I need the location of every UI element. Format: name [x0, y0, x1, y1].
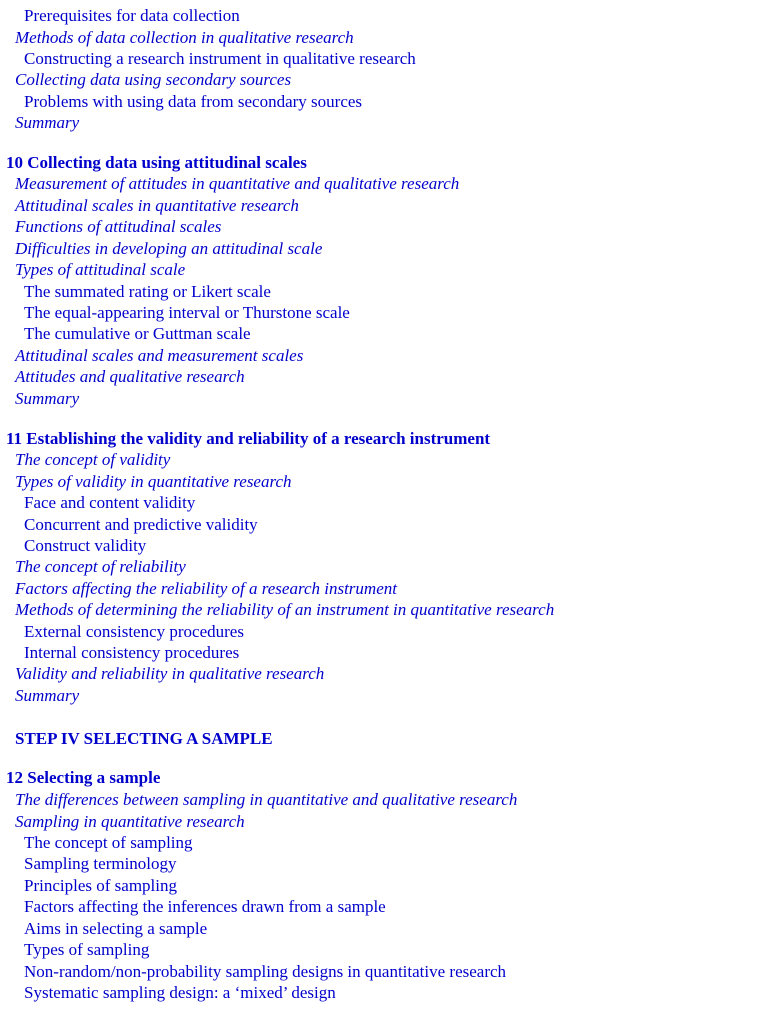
section-link[interactable]: The differences between sampling in quantitative and qualitative research: [15, 790, 518, 809]
section-link[interactable]: Attitudes and qualitative research: [15, 367, 245, 386]
subsection-link[interactable]: Problems with using data from secondary sources: [24, 92, 363, 111]
subsection-link[interactable]: Factors affecting the inferences drawn from a sample: [24, 897, 386, 916]
section-link[interactable]: Methods of determining the reliability of an instrument in quantitative research: [15, 600, 555, 619]
subsection-link[interactable]: Aims in selecting a sample: [24, 919, 208, 938]
section-link[interactable]: Measurement of attitudes in quantitative and qualitative research: [15, 174, 460, 193]
part-heading: STEP IV SELECTING A SAMPLE: [15, 729, 273, 748]
section-link[interactable]: Sampling in quantitative research: [15, 812, 245, 831]
subsection-link[interactable]: Prerequisites for data collection: [24, 6, 240, 25]
section-link[interactable]: Summary: [15, 389, 80, 408]
subsection-link[interactable]: The equal-appearing interval or Thurstone scale: [24, 303, 350, 322]
chapter-heading[interactable]: 11 Establishing the validity and reliability of a research instrument: [6, 429, 491, 448]
subsection-link[interactable]: Principles of sampling: [24, 876, 177, 895]
subsection-link[interactable]: Face and content validity: [24, 493, 196, 512]
chapter-heading[interactable]: 10 Collecting data using attitudinal scales: [6, 153, 307, 172]
subsection-link[interactable]: Constructing a research instrument in qualitative research: [24, 49, 416, 68]
subsection-link[interactable]: Concurrent and predictive validity: [24, 515, 258, 534]
section-link[interactable]: Attitudinal scales and measurement scales: [15, 346, 304, 365]
section-link[interactable]: Summary: [15, 686, 80, 705]
subsection-link[interactable]: Systematic sampling design: a ‘mixed’ design: [24, 983, 336, 1002]
subsection-link[interactable]: The cumulative or Guttman scale: [24, 324, 251, 343]
section-link[interactable]: The concept of validity: [15, 450, 171, 469]
section-link[interactable]: Difficulties in developing an attitudinal scale: [15, 239, 323, 258]
subsection-link[interactable]: Internal consistency procedures: [24, 643, 240, 662]
section-link[interactable]: Functions of attitudinal scales: [15, 217, 222, 236]
section-link[interactable]: Summary: [15, 113, 80, 132]
chapter-heading[interactable]: 12 Selecting a sample: [6, 768, 161, 787]
section-link[interactable]: Attitudinal scales in quantitative research: [15, 196, 299, 215]
subsection-link[interactable]: Construct validity: [24, 536, 147, 555]
section-link[interactable]: Collecting data using secondary sources: [15, 70, 292, 89]
subsection-link[interactable]: External consistency procedures: [24, 622, 244, 641]
subsection-link[interactable]: The summated rating or Likert scale: [24, 282, 271, 301]
subsection-link[interactable]: Types of sampling: [24, 940, 150, 959]
section-link[interactable]: Methods of data collection in qualitative research: [15, 28, 354, 47]
subsection-link[interactable]: Non-random/non-probability sampling designs in quantitative research: [24, 962, 507, 981]
section-link[interactable]: Types of validity in quantitative research: [15, 472, 292, 491]
section-link[interactable]: Validity and reliability in qualitative research: [15, 664, 325, 683]
subsection-link[interactable]: Sampling terminology: [24, 854, 177, 873]
section-link[interactable]: Factors affecting the reliability of a research instrument: [15, 579, 397, 598]
section-link[interactable]: The concept of reliability: [15, 557, 186, 576]
subsection-link[interactable]: The concept of sampling: [24, 833, 193, 852]
section-link[interactable]: Types of attitudinal scale: [15, 260, 186, 279]
